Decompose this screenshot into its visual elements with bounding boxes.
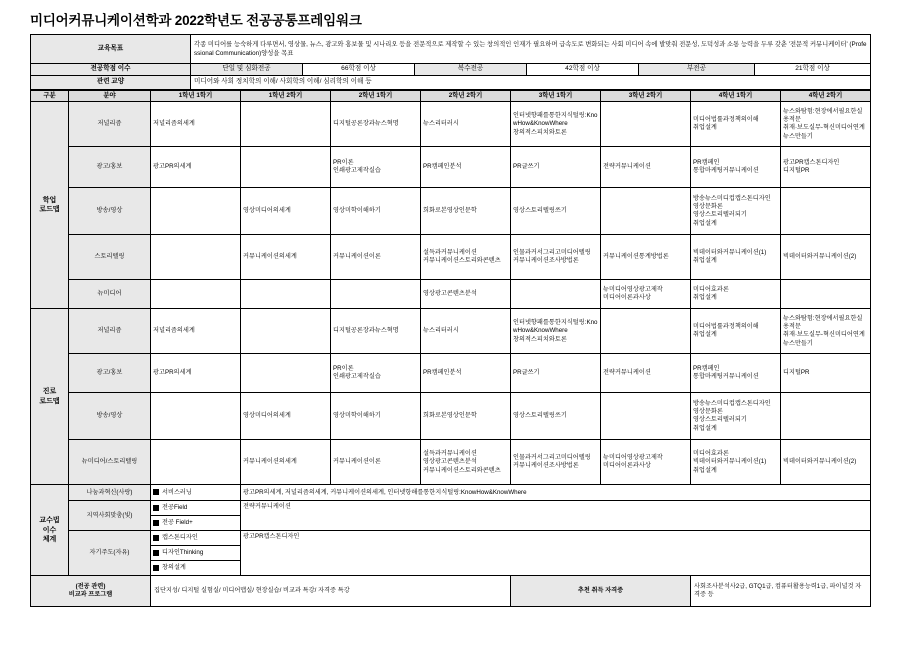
teaching-content: 전략커뮤니케이션: [241, 501, 871, 531]
table-row: [31, 501, 871, 516]
field-label: 뉴미디어/스토리텔링: [69, 440, 151, 485]
course-cell: 영상미학이해하기: [331, 393, 421, 440]
edu-goal-text: 각종 미디어를 능숙하게 다루면서, 영상물, 뉴스, 광고와 홍보물 및 시나리오 등을 전문적으로 제작할 수 있는 창의적인 인재가 필요하며 급속도로 변화되는 사회 미디어 속에 발맞춰 전문성, 도덕성과 소통 능력을 두루 갖춘 '전문적 커뮤니케이터' (Professional Communication)양성을 목표: [191, 35, 871, 64]
course-cell: PR이론 인쇄광고제작실습: [331, 147, 421, 188]
teaching-tag: [151, 561, 241, 576]
course-cell: 뉴미디어영상광고제작 미디어이론과사상: [601, 280, 691, 309]
course-cell: 빅데이터와커뮤니케이션(2): [781, 235, 871, 280]
course-cell: 인터넷향패를통한지식털링:KnowHow&KnowWhere 창의적스피치와토론: [511, 102, 601, 147]
course-cell: PR캠페인 통합마케팅커뮤니케이션: [691, 147, 781, 188]
course-cell: 저널리즘의세계: [151, 102, 241, 147]
extracurricular-label-line2: 비교과 프로그램: [68, 591, 113, 599]
course-cell: 뉴스리터러시: [421, 309, 511, 354]
course-cell: [601, 393, 691, 440]
roadmap-header-row: [31, 90, 871, 102]
section-label-teaching: [31, 485, 69, 576]
table-row: [31, 393, 871, 440]
course-cell: PR글쓰기: [511, 147, 601, 188]
table-row: [31, 280, 871, 309]
section-label-career-line1: 진로: [42, 388, 57, 396]
course-cell: 영상스토리텔링쓰기: [511, 393, 601, 440]
liberal-text: 미디어와 사회 정치학의 이해/ 사회학의 이해/ 심리학의 이해 등: [191, 75, 871, 89]
course-cell: [151, 235, 241, 280]
course-cell: 커뮤니케이션통계방법론: [601, 235, 691, 280]
course-cell: [601, 188, 691, 235]
course-cell: 영상미학이해하기: [331, 188, 421, 235]
course-cell: [151, 188, 241, 235]
course-cell: 영상광고콘텐츠분석: [421, 280, 511, 309]
course-cell: 광고PR캡스톤디자인 디지털PR: [781, 147, 871, 188]
extracurricular-text: 집단지성/ 디지털 실험실/ 미디어맵실/ 현장실습/ 비교과 특강/ 자격증 특강: [151, 576, 511, 607]
table-row: [31, 147, 871, 188]
checkbox-filled-icon: [153, 520, 159, 526]
course-cell: PR캠페인분석: [421, 354, 511, 393]
certificate-text: 사회조사분석사2급, GTQ1급, 컴퓨터활용능력1급, 파이널것 자격증 등: [691, 576, 871, 607]
credit-row: [31, 64, 871, 76]
field-label: 뉴미디어: [69, 280, 151, 309]
course-cell: 전략커뮤니케이션: [601, 354, 691, 393]
course-cell: [511, 280, 601, 309]
header-term-0: 1학년 1학기: [151, 90, 241, 102]
table-row: [31, 531, 871, 546]
course-cell: PR캠페인분석: [421, 147, 511, 188]
course-cell: PR이론 인쇄광고제작실습: [331, 354, 421, 393]
course-cell: 방송뉴스미디컵캡스톤디자인 영상문화론 영상스토리텔러되기 취업설계: [691, 188, 781, 235]
course-cell: PR글쓰기: [511, 354, 601, 393]
course-cell: 미디어법률과정책의이해 취업설계: [691, 102, 781, 147]
teaching-content: 광고PR의세계, 저널리즘의세계, 커뮤니케이션의세계, 인터넷항해를통한지식털링:KnowHow&KnowWhere: [241, 485, 871, 501]
edu-goal-label: 교육목표: [31, 35, 191, 64]
course-cell: 설득과커뮤니케이션 커뮤니케이션스토리와콘텐츠: [421, 235, 511, 280]
course-cell: 커뮤니케이션이론: [331, 235, 421, 280]
section-label-academic-line1: 학업: [42, 196, 57, 204]
course-cell: 뉴스와탐험:현장에서필요한실용적문 취재·보도실무-혁신미디어연계뉴스만들기: [781, 309, 871, 354]
header-term-2: 2학년 1학기: [331, 90, 421, 102]
course-cell: 광고PR의세계: [151, 147, 241, 188]
page-title: 미디어커뮤니케이션학과 2022학년도 전공공통프레임워크: [30, 13, 362, 28]
table-row: [31, 485, 871, 501]
teaching-category: 지역사회맞춤(빛): [69, 501, 151, 531]
course-cell: 전략커뮤니케이션: [601, 147, 691, 188]
section-label-teaching-line3: 체계: [42, 536, 57, 544]
teaching-tag-label: 창의설계: [162, 564, 186, 572]
edu-goal-row: [31, 35, 871, 64]
teaching-tag-label: 캡스톤디자인: [162, 534, 198, 542]
course-cell: 미디어법률과정책의이해 취업설계: [691, 309, 781, 354]
checkbox-filled-icon: [153, 550, 159, 556]
header-term-5: 3학년 2학기: [601, 90, 691, 102]
checkbox-filled-icon: [153, 489, 159, 495]
checkbox-filled-icon: [153, 535, 159, 541]
section-label-teaching-line1: 교수법: [39, 517, 60, 525]
header-term-4: 3학년 1학기: [511, 90, 601, 102]
table-row: [31, 235, 871, 280]
liberal-label: 관련 교양: [31, 75, 191, 89]
section-label-academic-line2: 로드맵: [39, 206, 60, 214]
teaching-tag-label: 전공 Field+: [162, 519, 193, 527]
teaching-tag-label: 전공Field: [162, 504, 188, 512]
course-cell: 희화로본영상인문학: [421, 393, 511, 440]
teaching-category: 자기주도(자유): [69, 531, 151, 576]
course-cell: 설득과커뮤니케이션 영상광고콘텐츠분석 커뮤니케이션스토리와콘텐츠: [421, 440, 511, 485]
course-cell: [151, 393, 241, 440]
roadmap-table: [30, 90, 871, 608]
course-cell: 인터넷향패를통한지식털링:KnowHow&KnowWhere 창의적스피치와토론: [511, 309, 601, 354]
certificate-label: 추천 취득 자격증: [511, 576, 691, 607]
field-label: 스토리텔링: [69, 235, 151, 280]
course-cell: 디지털PR: [781, 354, 871, 393]
header-term-1: 1학년 2학기: [241, 90, 331, 102]
credit-item-label-2: 부전공: [639, 64, 755, 76]
header-field: 분야: [69, 90, 151, 102]
header-term-3: 2학년 2학기: [421, 90, 511, 102]
header-term-7: 4학년 2학기: [781, 90, 871, 102]
liberal-row: [31, 75, 871, 89]
course-cell: 저널리즘의세계: [151, 309, 241, 354]
teaching-tag: [151, 501, 241, 516]
section-label-career: [31, 309, 69, 485]
extracurricular-label: [31, 576, 151, 607]
checkbox-filled-icon: [153, 565, 159, 571]
extracurricular-label-line1: (전공 관련): [75, 583, 106, 591]
table-row: [31, 440, 871, 485]
course-cell: [781, 393, 871, 440]
course-cell: 커뮤니케이션의세계: [241, 235, 331, 280]
credit-item-label-1: 복수전공: [415, 64, 527, 76]
course-cell: [781, 280, 871, 309]
course-cell: 광고PR의세계: [151, 354, 241, 393]
course-cell: 희화로본영상인문학: [421, 188, 511, 235]
course-cell: 인물과커서그리고미디어텔링 커뮤니케이션조사방법론: [511, 235, 601, 280]
course-cell: 미디어효과론 빅데이터와커뮤니케이션(1) 취업설계: [691, 440, 781, 485]
credit-item-value-1: 42학점 이상: [527, 64, 639, 76]
course-cell: 빅데이터와커뮤니케이션(2): [781, 440, 871, 485]
footer-row: [31, 576, 871, 607]
course-cell: 뉴미디어영상광고제작 미디어이론과사상: [601, 440, 691, 485]
course-cell: PR캠페인 통합마케팅커뮤니케이션: [691, 354, 781, 393]
course-cell: 영상미디어의세계: [241, 393, 331, 440]
credit-item-value-2: 21학점 이상: [755, 64, 871, 76]
course-cell: 디지털공론장과뉴스혁명: [331, 309, 421, 354]
table-row: [31, 102, 871, 147]
field-label: 방송/영상: [69, 393, 151, 440]
field-label: 광고/홍보: [69, 147, 151, 188]
course-cell: 영상스토리텔링쓰기: [511, 188, 601, 235]
section-label-academic: [31, 102, 69, 309]
credit-item-value-0: 66학점 이상: [303, 64, 415, 76]
document-page: [0, 9, 900, 654]
course-cell: [151, 280, 241, 309]
table-row: [31, 188, 871, 235]
course-cell: 방송뉴스미디컵캡스톤디자인 영상문화론 영상스토리텔러되기 취업설계: [691, 393, 781, 440]
course-cell: 커뮤니케이션이론: [331, 440, 421, 485]
teaching-content: 광고PR캡스톤디자인: [241, 531, 871, 576]
course-cell: 영상미디어의세계: [241, 188, 331, 235]
teaching-category: 나눔과혁신(사랑): [69, 485, 151, 501]
credit-item-label-0: 단일 및 심화전공: [191, 64, 303, 76]
course-cell: [151, 440, 241, 485]
header-term-6: 4학년 1학기: [691, 90, 781, 102]
course-cell: 커뮤니케이션의세계: [241, 440, 331, 485]
field-label: 방송/영상: [69, 188, 151, 235]
course-cell: 뉴스리터러시: [421, 102, 511, 147]
course-cell: [241, 147, 331, 188]
teaching-tag: [151, 485, 241, 501]
checkbox-filled-icon: [153, 505, 159, 511]
table-row: [31, 309, 871, 354]
course-cell: [241, 102, 331, 147]
course-cell: [601, 309, 691, 354]
teaching-tag: [151, 531, 241, 546]
course-cell: 미디어효과론 취업설계: [691, 280, 781, 309]
course-cell: 디지털공론장과뉴스혁명: [331, 102, 421, 147]
field-label: 저널리즘: [69, 309, 151, 354]
teaching-tag: [151, 546, 241, 561]
credit-label: 전공학점 이수: [31, 64, 191, 76]
course-cell: 빅데이터와커뮤니케이션(1) 취업설계: [691, 235, 781, 280]
header-division: 구분: [31, 90, 69, 102]
section-label-career-line2: 로드맵: [39, 397, 60, 405]
teaching-tag-label: 디자인Thinking: [162, 549, 204, 557]
course-cell: [241, 309, 331, 354]
section-label-teaching-line2: 이수: [42, 526, 57, 534]
field-label: 저널리즘: [69, 102, 151, 147]
teaching-tag: [151, 516, 241, 531]
field-label: 광고/홍보: [69, 354, 151, 393]
table-row: [31, 354, 871, 393]
course-cell: 뉴스와탐험:현장에서필요한실용적문 취재·보도실무-혁신미디어연계뉴스만들기: [781, 102, 871, 147]
course-cell: [331, 280, 421, 309]
course-cell: [241, 354, 331, 393]
overview-table: [30, 34, 871, 90]
course-cell: [781, 188, 871, 235]
course-cell: [241, 280, 331, 309]
course-cell: [601, 102, 691, 147]
teaching-tag-label: 서비스러닝: [162, 488, 192, 496]
course-cell: 인물과커서그리고미디어텔링 커뮤니케이션조사방법론: [511, 440, 601, 485]
